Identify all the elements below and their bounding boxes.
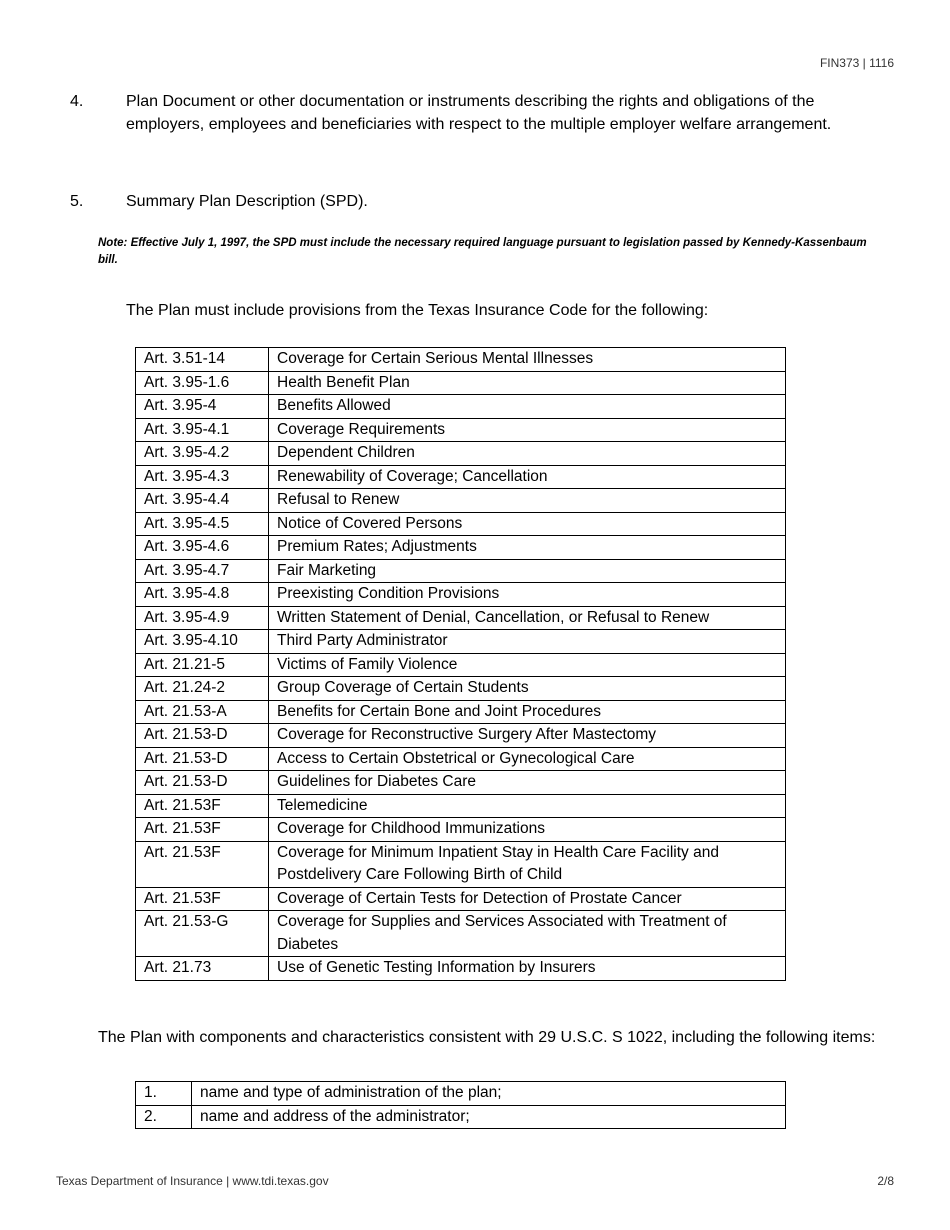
table-row — [136, 630, 786, 654]
table-row — [136, 583, 786, 607]
list-item-5 — [70, 190, 890, 213]
description-cell: Renewability of Coverage; Cancellation — [269, 465, 786, 489]
description-cell: Coverage for Certain Serious Mental Illnesses — [269, 348, 786, 372]
description-cell: Health Benefit Plan — [269, 371, 786, 395]
table-row — [136, 957, 786, 981]
table-row — [136, 771, 786, 795]
table-row — [136, 1105, 786, 1129]
description-cell: Notice of Covered Persons — [269, 512, 786, 536]
article-cell: Art. 3.95-4.10 — [136, 630, 269, 654]
table-row — [136, 395, 786, 419]
item-text: Plan Document or other documentation or instruments describing the rights and obligations of the employers, employees and beneficiaries with respect to the multiple employer welfare arrangement. — [126, 93, 832, 133]
table-row — [136, 418, 786, 442]
description-cell: Coverage for Childhood Immunizations — [269, 818, 786, 842]
table-row — [136, 512, 786, 536]
article-cell: Art. 21.53-G — [136, 911, 269, 957]
item-number: 4. — [70, 93, 84, 110]
description-cell: Group Coverage of Certain Students — [269, 677, 786, 701]
table-row — [136, 606, 786, 630]
article-cell: Art. 3.95-4.2 — [136, 442, 269, 466]
description-cell: Coverage for Reconstructive Surgery After Mastectomy — [269, 724, 786, 748]
article-cell: Art. 3.95-1.6 — [136, 371, 269, 395]
article-cell: Art. 3.95-4.9 — [136, 606, 269, 630]
table-row — [136, 747, 786, 771]
article-cell: Art. 21.53-D — [136, 724, 269, 748]
article-cell: Art. 3.95-4.4 — [136, 489, 269, 513]
table-row — [136, 559, 786, 583]
table-row — [136, 818, 786, 842]
article-cell: Art. 3.95-4.5 — [136, 512, 269, 536]
article-cell: Art. 21.73 — [136, 957, 269, 981]
description-cell: Dependent Children — [269, 442, 786, 466]
item-number: 5. — [70, 193, 84, 210]
description-cell: Preexisting Condition Provisions — [269, 583, 786, 607]
description-cell: Benefits Allowed — [269, 395, 786, 419]
description-cell: Coverage for Minimum Inpatient Stay in Health Care Facility and Postdelivery Care Following Birth of Child — [269, 841, 786, 887]
description-cell: Coverage Requirements — [269, 418, 786, 442]
article-cell: Art. 3.95-4 — [136, 395, 269, 419]
table-row — [136, 536, 786, 560]
description-cell: Coverage for Supplies and Services Associated with Treatment of Diabetes — [269, 911, 786, 957]
description-cell: Use of Genetic Testing Information by Insurers — [269, 957, 786, 981]
article-cell: Art. 3.95-4.3 — [136, 465, 269, 489]
description-cell: Access to Certain Obstetrical or Gynecological Care — [269, 747, 786, 771]
article-cell: Art. 21.53F — [136, 887, 269, 911]
article-cell: Art. 3.95-4.6 — [136, 536, 269, 560]
description-cell: Guidelines for Diabetes Care — [269, 771, 786, 795]
footer-source: Texas Department of Insurance | www.tdi.texas.gov — [56, 1174, 329, 1188]
description-cell: Coverage of Certain Tests for Detection of Prostate Cancer — [269, 887, 786, 911]
description-cell: Fair Marketing — [269, 559, 786, 583]
table-row — [136, 700, 786, 724]
description-cell: Written Statement of Denial, Cancellation, or Refusal to Renew — [269, 606, 786, 630]
page-number: 2/8 — [877, 1174, 894, 1188]
item-number-cell: 2. — [136, 1105, 192, 1129]
article-cell: Art. 21.53-D — [136, 771, 269, 795]
article-cell: Art. 21.24-2 — [136, 677, 269, 701]
item-number-cell: 1. — [136, 1082, 192, 1106]
form-id: FIN373 | 1116 — [819, 56, 894, 70]
table-row — [136, 371, 786, 395]
description-cell: Premium Rates; Adjustments — [269, 536, 786, 560]
list-item-4 — [70, 90, 890, 136]
article-cell: Art. 3.51-14 — [136, 348, 269, 372]
article-cell: Art. 3.95-4.1 — [136, 418, 269, 442]
table-row — [136, 442, 786, 466]
article-cell: Art. 21.53F — [136, 818, 269, 842]
article-cell: Art. 3.95-4.7 — [136, 559, 269, 583]
table-row — [136, 1082, 786, 1106]
articles-table — [135, 347, 786, 981]
table-row — [136, 841, 786, 887]
article-cell: Art. 21.53F — [136, 794, 269, 818]
table-row — [136, 677, 786, 701]
table-row — [136, 348, 786, 372]
article-cell: Art. 3.95-4.8 — [136, 583, 269, 607]
description-cell: Refusal to Renew — [269, 489, 786, 513]
article-cell: Art. 21.21-5 — [136, 653, 269, 677]
table-row — [136, 724, 786, 748]
plan-text: The Plan with components and characteristics consistent with 29 U.S.C. S 1022, including the following items: — [98, 1029, 876, 1046]
table-row — [136, 887, 786, 911]
description-cell: Telemedicine — [269, 794, 786, 818]
table-row — [136, 489, 786, 513]
description-cell: Victims of Family Violence — [269, 653, 786, 677]
article-cell: Art. 21.53F — [136, 841, 269, 887]
table-row — [136, 911, 786, 957]
article-cell: Art. 21.53-A — [136, 700, 269, 724]
description-cell: Benefits for Certain Bone and Joint Procedures — [269, 700, 786, 724]
table-row — [136, 653, 786, 677]
item-text-cell: name and address of the administrator; — [192, 1105, 786, 1129]
table-intro: The Plan must include provisions from the Texas Insurance Code for the following: — [126, 302, 709, 319]
item-text-cell: name and type of administration of the plan; — [192, 1082, 786, 1106]
article-cell: Art. 21.53-D — [136, 747, 269, 771]
item-text: Summary Plan Description (SPD). — [126, 193, 368, 210]
description-cell: Third Party Administrator — [269, 630, 786, 654]
table-row — [136, 794, 786, 818]
note: Note: Effective July 1, 1997, the SPD must include the necessary required language pursuant to legislation passed by Kennedy-Kassenbaum bill. — [98, 237, 867, 266]
table-row — [136, 465, 786, 489]
plan-items-table — [135, 1081, 786, 1129]
